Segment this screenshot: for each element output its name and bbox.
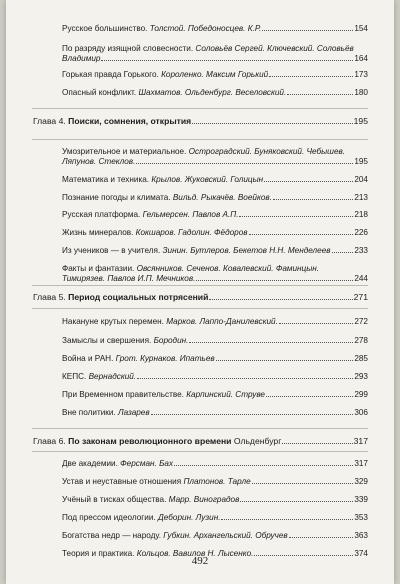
- entry-title: Вне политики.: [62, 408, 118, 417]
- entry-title: Богатства недр — народу.: [62, 531, 164, 540]
- entry-names: Вернадский.: [88, 372, 137, 381]
- chapter-number: Глава 4.: [33, 116, 66, 126]
- toc-entry: [6, 228, 394, 238]
- entry-title: Математика и техника.: [62, 175, 152, 184]
- separator-line: [32, 308, 368, 309]
- toc-entry: [6, 495, 394, 505]
- dot-leader: [252, 483, 354, 484]
- dot-leader: [209, 299, 352, 300]
- separator-line: [32, 139, 368, 140]
- entry-names: Грот. Курнаков. Ипатьев: [115, 354, 215, 363]
- dot-leader: [240, 501, 353, 502]
- entry-names-cont: Тимирязев. Павлов И.П. Мечников.: [62, 274, 196, 284]
- chapter-entry: [6, 436, 394, 446]
- entry-title: Познание погоды и климата.: [62, 193, 173, 202]
- entry-title: При Временном правительстве.: [62, 390, 187, 399]
- dot-leader: [289, 537, 354, 538]
- page-ref: 218: [354, 210, 368, 219]
- entry-names: Соловьёв Сергей. Ключевский. Соловьёв: [195, 44, 354, 53]
- chapter-title: Поиски, сомнения, открытия: [68, 116, 192, 126]
- toc-entry: [6, 88, 394, 98]
- page-ref: 233: [354, 246, 368, 255]
- page-ref: 204: [354, 175, 368, 184]
- dot-leader: [269, 76, 353, 77]
- toc-entry: [6, 372, 394, 382]
- page-ref: 278: [354, 336, 368, 345]
- entry-names: Кольцов. Вавилов Н. Лысенко.: [136, 549, 254, 558]
- toc-entry: [6, 354, 394, 364]
- dot-leader: [192, 123, 352, 124]
- entry-names: Лазарев: [118, 408, 150, 417]
- dot-leader: [266, 396, 353, 397]
- page-ref: 317: [354, 459, 368, 468]
- page-ref: 285: [354, 354, 368, 363]
- page-ref: 339: [354, 495, 368, 504]
- entry-title: Устав и неуставные отношения: [62, 477, 184, 486]
- dot-leader: [136, 163, 353, 164]
- page-number: 492: [191, 555, 209, 567]
- page-ref: 299: [354, 390, 368, 399]
- entry-names: Крылов. Жуковский. Голицын: [151, 175, 264, 184]
- page-ref: 213: [354, 193, 368, 202]
- separator-line: [32, 108, 368, 109]
- toc-entry: [6, 408, 394, 418]
- entry-title: Жизнь минералов.: [62, 228, 136, 237]
- entry-names: Кокшаров. Гадолин. Фёдоров: [135, 228, 248, 237]
- entry-title: Накануне крутых перемен.: [62, 317, 167, 326]
- toc-entry: [6, 175, 394, 185]
- chapter-number: Глава 5.: [33, 292, 66, 302]
- toc-entry: [6, 147, 394, 168]
- separator-line: [32, 451, 368, 452]
- entry-title: Факты и фантазии.: [62, 264, 137, 273]
- entry-title: Русская платформа.: [62, 210, 143, 219]
- page-ref: 306: [354, 408, 368, 417]
- toc-entry: [6, 210, 394, 220]
- dot-leader: [151, 414, 354, 415]
- entry-title: Опасный конфликт.: [62, 88, 139, 97]
- entry-title: Под прессом идеологии.: [62, 513, 158, 522]
- dot-leader: [332, 252, 354, 253]
- entry-names: Вильд. Рыкачёв. Воейков.: [172, 193, 272, 202]
- page-ref: 272: [354, 317, 368, 326]
- chapter-title: По законам революционного времени: [68, 436, 232, 446]
- toc-entry: [6, 246, 394, 256]
- dot-leader: [137, 378, 353, 379]
- dot-leader: [279, 323, 353, 324]
- toc-entry: [6, 193, 394, 203]
- chapter-extra: Ольденбург: [231, 436, 282, 446]
- page-ref: 164: [354, 54, 368, 64]
- entry-title: Учёный в тисках общества.: [62, 495, 169, 504]
- chapter-entry: [6, 116, 394, 126]
- page-ref: 329: [354, 477, 368, 486]
- entry-names: Губкин. Архангельский. Обручев: [163, 531, 288, 540]
- dot-leader: [196, 280, 353, 281]
- entry-names: Шахматов. Ольденбург. Веселовский.: [138, 88, 287, 97]
- toc-entry: [6, 317, 394, 327]
- entry-title: Из учеников — в учителя.: [62, 246, 163, 255]
- page-ref: 317: [353, 436, 368, 446]
- dot-leader: [189, 342, 353, 343]
- book-page: [6, 0, 394, 584]
- toc-entry: [6, 531, 394, 541]
- page-ref: 226: [354, 228, 368, 237]
- entry-names: Остроградский. Буняковский. Чебышев.: [188, 147, 346, 156]
- page-ref: 173: [354, 70, 368, 79]
- entry-names: Зинин. Бутлеров. Бекетов Н.Н. Менделеев: [162, 246, 331, 255]
- entry-names: Бородин.: [153, 336, 189, 345]
- toc-entry: [6, 513, 394, 523]
- entry-names: Марр. Виноградов: [168, 495, 240, 504]
- entry-title: Умозрительное и материальное.: [62, 147, 189, 156]
- entry-title: Две академии.: [62, 459, 121, 468]
- page-ref: 244: [354, 274, 368, 284]
- toc-entry: [6, 70, 394, 80]
- entry-names: Толстой. Победоносцев. К.Р.: [149, 24, 262, 33]
- entry-title: КЕПС.: [62, 372, 89, 381]
- dot-leader: [262, 30, 353, 31]
- toc-entry: [6, 24, 394, 34]
- dot-leader: [101, 60, 353, 61]
- entry-title: По разряду изящной словесности.: [62, 44, 196, 53]
- chapter-title: Период социальных потрясений: [68, 292, 209, 302]
- dot-leader: [221, 519, 353, 520]
- dot-leader: [239, 216, 353, 217]
- entry-names-cont: Владимир: [62, 54, 101, 64]
- entry-names-cont: Ляпунов. Стеклов.: [62, 157, 136, 167]
- entry-names: Платонов. Тарле: [183, 477, 251, 486]
- separator-line: [32, 285, 368, 286]
- dot-leader: [264, 181, 353, 182]
- entry-names: Короленко. Максим Горький: [161, 70, 269, 79]
- page-ref: 374: [354, 549, 368, 558]
- page-ref: 195: [353, 116, 368, 126]
- page-ref: 271: [353, 292, 368, 302]
- dot-leader: [216, 360, 354, 361]
- page-ref: 154: [354, 24, 368, 33]
- toc-entry: [6, 264, 394, 285]
- dot-leader: [273, 199, 353, 200]
- chapter-entry: [6, 292, 394, 302]
- toc-entry: [6, 336, 394, 346]
- entry-names: Овсянников. Сеченов. Ковалевский. Фаминцын.: [136, 264, 320, 273]
- page-ref: 353: [354, 513, 368, 522]
- entry-title: Замыслы и свершения.: [62, 336, 154, 345]
- entry-title: Горькая правда Горького.: [62, 70, 162, 79]
- entry-title: Русское большинство.: [62, 24, 150, 33]
- toc-entry: [6, 44, 394, 65]
- page-ref: 195: [354, 157, 368, 167]
- entry-names: Ферсман. Бах: [120, 459, 174, 468]
- separator-line: [32, 428, 368, 429]
- dot-leader: [287, 94, 353, 95]
- toc-entry: [6, 390, 394, 400]
- entry-names: Марков. Лаппо-Данилевский.: [166, 317, 278, 326]
- dot-leader: [249, 234, 354, 235]
- entry-names: Гельмерсен. Павлов А.П.: [142, 210, 239, 219]
- dot-leader: [174, 465, 353, 466]
- toc-entry: [6, 459, 394, 469]
- entry-title: Война и РАН.: [62, 354, 116, 363]
- entry-names: Деборин. Лузин.: [157, 513, 221, 522]
- page-ref: 363: [354, 531, 368, 540]
- dot-leader: [282, 443, 352, 444]
- page-ref: 180: [354, 88, 368, 97]
- entry-names: Карпинский. Струве: [186, 390, 265, 399]
- toc-entry: [6, 477, 394, 487]
- page-ref: 293: [354, 372, 368, 381]
- chapter-number: Глава 6.: [33, 436, 66, 446]
- entry-title: Теория и практика.: [62, 549, 137, 558]
